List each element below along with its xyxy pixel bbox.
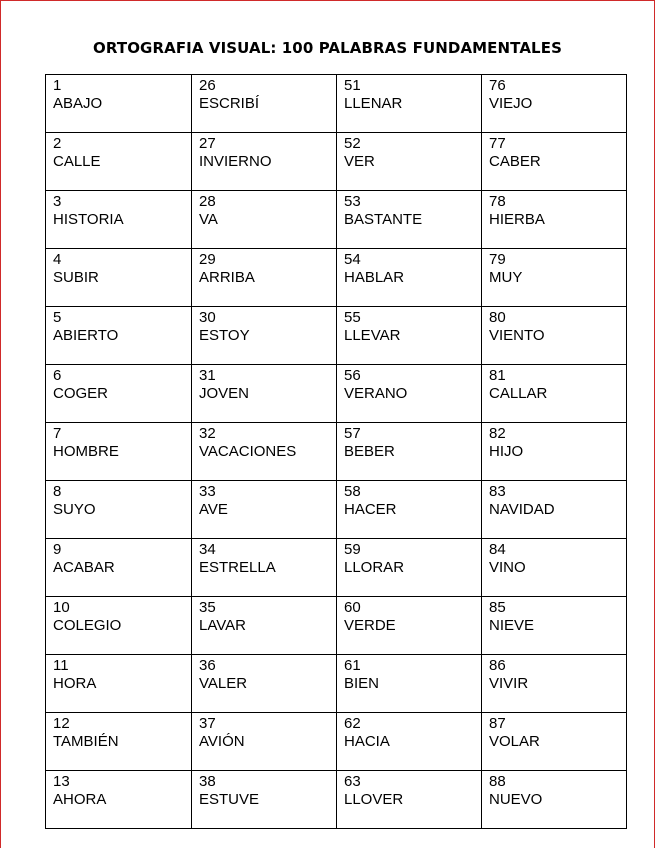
word-cell: [192, 655, 337, 713]
word-number: 27: [199, 135, 216, 152]
word-text: AVIÓN: [199, 733, 245, 750]
word-text: ESTUVE: [199, 791, 260, 808]
word-cell: [192, 133, 337, 191]
word-number: 86: [489, 657, 506, 674]
word-number: 77: [489, 135, 506, 152]
word-cell: [482, 307, 627, 365]
word-text: VER: [344, 153, 375, 170]
word-cell: [337, 365, 482, 423]
word-number: 80: [489, 309, 506, 326]
word-number: 61: [344, 657, 361, 674]
word-text: BASTANTE: [344, 211, 423, 228]
word-text: AVE: [199, 501, 228, 518]
word-cell: [192, 249, 337, 307]
word-text: VIVIR: [489, 675, 529, 692]
word-number: 57: [344, 425, 361, 442]
word-cell: [337, 249, 482, 307]
word-number: 88: [489, 773, 506, 790]
table-row: [46, 307, 627, 365]
word-text: HISTORIA: [53, 211, 124, 228]
word-text: HIERBA: [489, 211, 545, 228]
word-text: ESCRIBÍ: [199, 95, 260, 112]
word-text: MUY: [489, 269, 523, 286]
table-row: [46, 481, 627, 539]
word-number: 26: [199, 77, 216, 94]
word-cell: [337, 597, 482, 655]
word-number: 84: [489, 541, 506, 558]
word-number: 81: [489, 367, 506, 384]
word-cell: [192, 75, 337, 133]
word-number: 5: [53, 309, 62, 326]
word-cell: [192, 307, 337, 365]
word-cell: [482, 423, 627, 481]
word-text: NIEVE: [489, 617, 535, 634]
word-text: ESTOY: [199, 327, 250, 344]
word-cell: [46, 249, 192, 307]
word-cell: [337, 481, 482, 539]
word-number: 62: [344, 715, 361, 732]
word-cell: [482, 655, 627, 713]
word-number: 11: [53, 657, 69, 674]
word-number: 36: [199, 657, 216, 674]
table-row: [46, 423, 627, 481]
word-text: VOLAR: [489, 733, 540, 750]
word-number: 76: [489, 77, 506, 94]
word-text: HORA: [53, 675, 97, 692]
word-text: VERDE: [344, 617, 396, 634]
word-text: BIEN: [344, 675, 380, 692]
word-text: VERANO: [344, 385, 408, 402]
word-cell: [337, 539, 482, 597]
word-cell: [192, 539, 337, 597]
word-cell: [46, 597, 192, 655]
word-number: 32: [199, 425, 216, 442]
word-cell: [337, 771, 482, 829]
word-number: 54: [344, 251, 361, 268]
table-row: [46, 655, 627, 713]
word-cell: [46, 75, 192, 133]
word-cell: [482, 597, 627, 655]
word-number: 79: [489, 251, 506, 268]
word-text: LAVAR: [199, 617, 246, 634]
word-text: AHORA: [53, 791, 107, 808]
word-cell: [482, 191, 627, 249]
word-text: VALER: [199, 675, 248, 692]
word-cell: [46, 423, 192, 481]
word-text: ABIERTO: [53, 327, 119, 344]
word-text: HACER: [344, 501, 397, 518]
word-number: 37: [199, 715, 216, 732]
word-number: 53: [344, 193, 361, 210]
word-number: 3: [53, 193, 62, 210]
word-cell: [482, 133, 627, 191]
word-number: 33: [199, 483, 216, 500]
word-number: 83: [489, 483, 506, 500]
word-text: ESTRELLA: [199, 559, 276, 576]
word-text: VINO: [489, 559, 526, 576]
word-number: 1: [53, 77, 62, 94]
word-number: 8: [53, 483, 62, 500]
word-number: 78: [489, 193, 506, 210]
word-text: NUEVO: [489, 791, 543, 808]
word-number: 31: [199, 367, 216, 384]
word-text: LLEVAR: [344, 327, 401, 344]
word-text: NAVIDAD: [489, 501, 555, 518]
word-cell: [482, 249, 627, 307]
word-cell: [192, 365, 337, 423]
word-cell: [46, 307, 192, 365]
word-text: VACACIONES: [199, 443, 297, 460]
word-table: [45, 74, 627, 829]
table-row: [46, 539, 627, 597]
word-cell: [192, 191, 337, 249]
word-number: 10: [53, 599, 70, 616]
word-text: BEBER: [344, 443, 395, 460]
word-text: LLOVER: [344, 791, 404, 808]
word-text: VIEJO: [489, 95, 533, 112]
word-cell: [46, 481, 192, 539]
word-text: ABAJO: [53, 95, 103, 112]
word-cell: [46, 539, 192, 597]
word-cell: [46, 771, 192, 829]
word-cell: [337, 133, 482, 191]
word-number: 6: [53, 367, 62, 384]
word-text: HOMBRE: [53, 443, 119, 460]
word-cell: [192, 423, 337, 481]
word-cell: [46, 191, 192, 249]
word-number: 63: [344, 773, 361, 790]
word-text: COLEGIO: [53, 617, 122, 634]
table-row: [46, 771, 627, 829]
word-cell: [337, 307, 482, 365]
word-number: 82: [489, 425, 506, 442]
word-number: 55: [344, 309, 361, 326]
word-text: VA: [199, 211, 218, 228]
word-text: VIENTO: [489, 327, 545, 344]
word-cell: [482, 365, 627, 423]
word-number: 29: [199, 251, 216, 268]
word-cell: [46, 713, 192, 771]
word-text: CALLE: [53, 153, 101, 170]
word-number: 28: [199, 193, 216, 210]
word-cell: [337, 191, 482, 249]
word-text: HACIA: [344, 733, 390, 750]
word-number: 7: [53, 425, 62, 442]
word-cell: [482, 75, 627, 133]
word-cell: [337, 655, 482, 713]
word-cell: [337, 75, 482, 133]
word-number: 85: [489, 599, 506, 616]
table-row: [46, 191, 627, 249]
word-cell: [337, 713, 482, 771]
word-number: 4: [53, 251, 62, 268]
word-number: 12: [53, 715, 70, 732]
word-cell: [46, 133, 192, 191]
word-text: LLORAR: [344, 559, 405, 576]
word-cell: [46, 655, 192, 713]
word-number: 9: [53, 541, 62, 558]
word-number: 60: [344, 599, 361, 616]
word-number: 2: [53, 135, 62, 152]
word-cell: [192, 713, 337, 771]
word-text: HABLAR: [344, 269, 405, 286]
word-number: 58: [344, 483, 361, 500]
word-number: 56: [344, 367, 361, 384]
word-text: CALLAR: [489, 385, 548, 402]
word-text: ARRIBA: [199, 269, 255, 286]
word-cell: [482, 713, 627, 771]
word-number: 59: [344, 541, 361, 558]
word-cell: [482, 771, 627, 829]
word-text: ACABAR: [53, 559, 115, 576]
word-number: 13: [53, 773, 70, 790]
word-cell: [337, 423, 482, 481]
word-number: 87: [489, 715, 506, 732]
table-row: [46, 75, 627, 133]
word-number: 35: [199, 599, 216, 616]
word-number: 34: [199, 541, 216, 558]
word-text: INVIERNO: [199, 153, 272, 170]
word-cell: [46, 365, 192, 423]
word-text: COGER: [53, 385, 109, 402]
table-row: [46, 365, 627, 423]
word-cell: [482, 539, 627, 597]
word-text: JOVEN: [199, 385, 250, 402]
word-number: 30: [199, 309, 216, 326]
table-row: [46, 249, 627, 307]
table-row: [46, 133, 627, 191]
word-text: CABER: [489, 153, 541, 170]
table-row: [46, 597, 627, 655]
word-text: SUYO: [53, 501, 96, 518]
word-text: TAMBIÉN: [53, 733, 119, 750]
word-number: 51: [344, 77, 361, 94]
document-title: ORTOGRAFIA VISUAL: 100 PALABRAS FUNDAMENTALES: [93, 39, 562, 57]
word-cell: [192, 481, 337, 539]
table-row: [46, 713, 627, 771]
word-text: LLENAR: [344, 95, 403, 112]
word-number: 52: [344, 135, 361, 152]
word-cell: [192, 597, 337, 655]
word-cell: [192, 771, 337, 829]
word-number: 38: [199, 773, 216, 790]
word-text: SUBIR: [53, 269, 99, 286]
word-text: HIJO: [489, 443, 524, 460]
word-cell: [482, 481, 627, 539]
